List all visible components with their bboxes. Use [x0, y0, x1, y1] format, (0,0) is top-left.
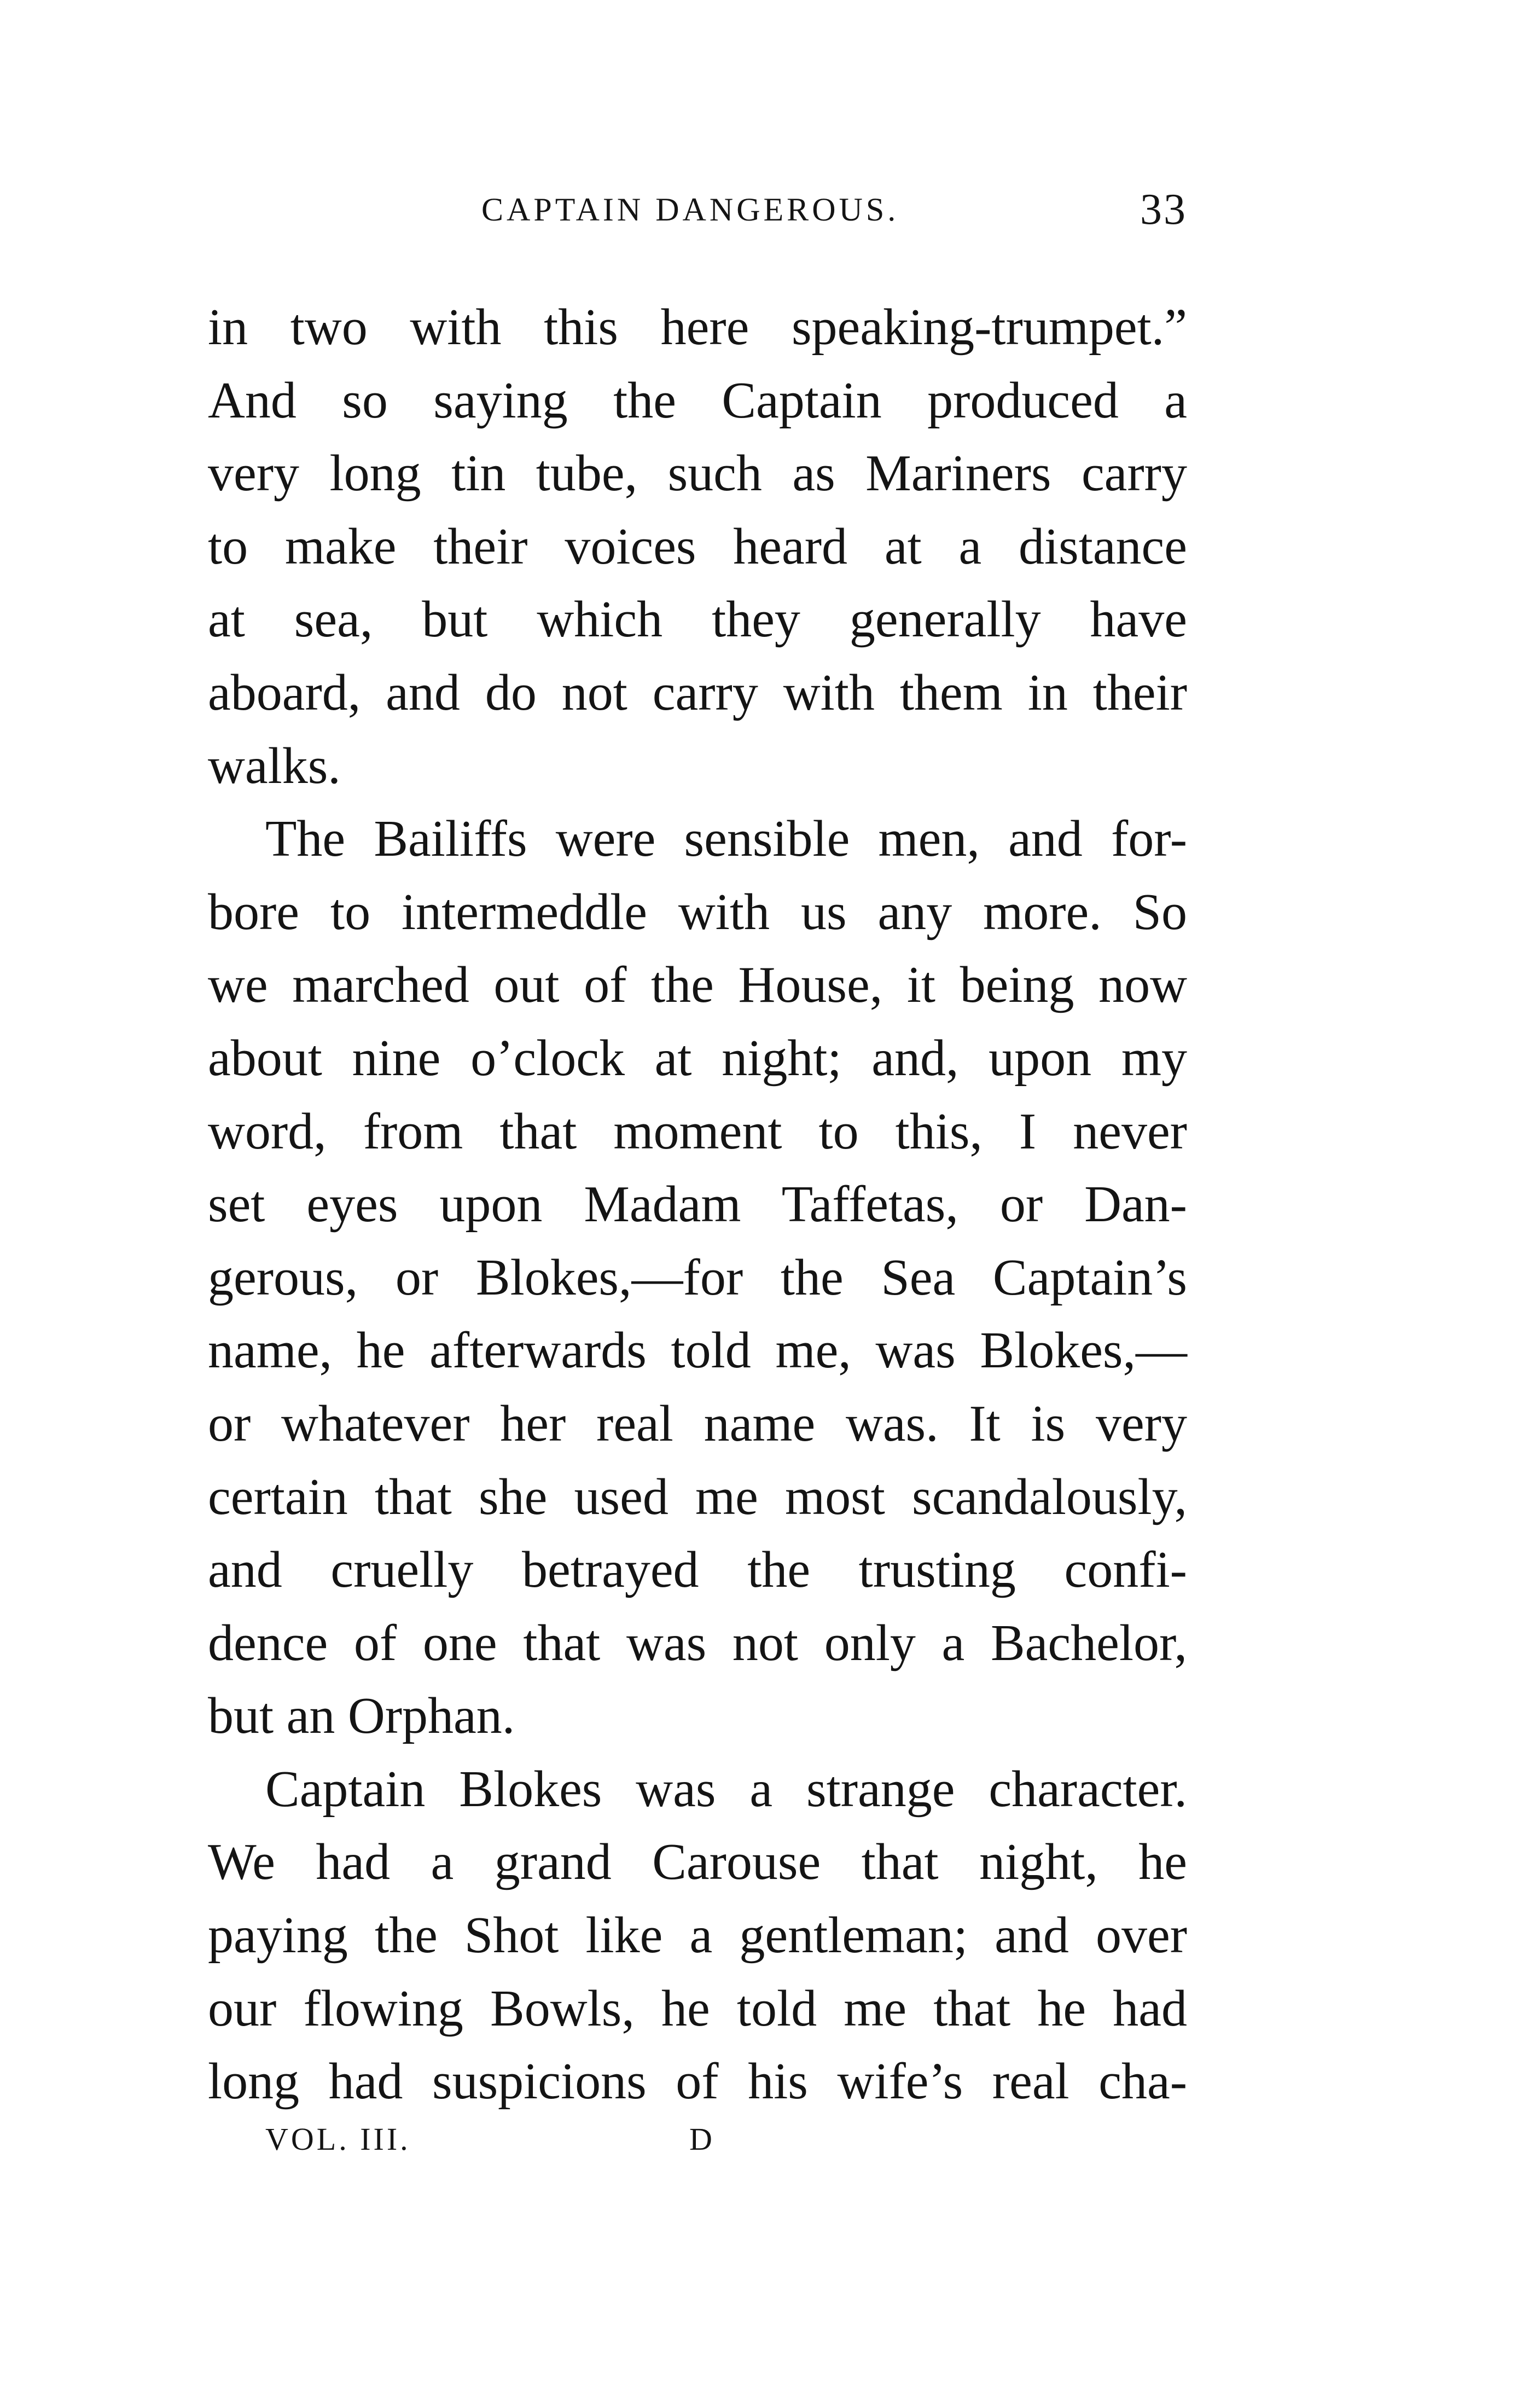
text-line: or whatever her real name was. It is very	[208, 1395, 1187, 1452]
text-line: word, from that moment to this, I never	[208, 1103, 1187, 1160]
text-line: gerous, or Blokes,—for the Sea Captain’s	[208, 1249, 1187, 1306]
text-line: we marched out of the House, it being now	[208, 956, 1187, 1014]
text-line: dence of one that was not only a Bachelor,	[208, 1614, 1187, 1672]
page-number: 33	[1140, 185, 1187, 234]
text-line: certain that she used me most scandalously,	[208, 1468, 1187, 1525]
running-title: CAPTAIN DANGEROUS.	[481, 192, 899, 228]
text-line: our flowing Bowls, he told me that he had	[208, 1980, 1187, 2037]
text-line: paying the Shot like a gentleman; and over	[208, 1907, 1187, 1964]
body-text	[208, 291, 1187, 2119]
text-line: but an Orphan.	[208, 1687, 515, 1745]
text-line: We had a grand Carouse that night, he	[208, 1833, 1187, 1891]
text-line: The Bailiffs were sensible men, and for-	[265, 810, 1187, 868]
text-line: at sea, but which they generally have	[208, 591, 1187, 648]
text-line: set eyes upon Madam Taffetas, or Dan-	[208, 1176, 1187, 1233]
text-line: to make their voices heard at a distance	[208, 518, 1187, 575]
text-line: about nine o’clock at night; and, upon my	[208, 1029, 1187, 1087]
text-line: long had suspicions of his wife’s real cha-	[208, 2053, 1187, 2110]
paragraph-2	[208, 803, 1187, 1753]
text-line: aboard, and do not carry with them in their	[208, 664, 1187, 721]
text-line: bore to intermeddle with us any more. So	[208, 883, 1187, 941]
paragraph-1	[208, 291, 1187, 803]
running-head	[208, 185, 1187, 234]
signature-mark: D	[689, 2121, 715, 2157]
text-line: Captain Blokes was a strange character.	[265, 1760, 1187, 1818]
text-line: walks.	[208, 737, 341, 794]
text-line: And so saying the Captain produced a	[208, 372, 1187, 429]
text-line: very long tin tube, such as Mariners carry	[208, 445, 1187, 502]
text-line: and cruelly betrayed the trusting confi-	[208, 1541, 1187, 1599]
volume-label: VOL. III.	[265, 2121, 411, 2157]
paragraph-3	[208, 1753, 1187, 2119]
text-line: name, he afterwards told me, was Blokes,—	[208, 1322, 1187, 1379]
page-footer	[265, 2117, 812, 2161]
text-line: in two with this here speaking-trumpet.”	[208, 299, 1187, 356]
